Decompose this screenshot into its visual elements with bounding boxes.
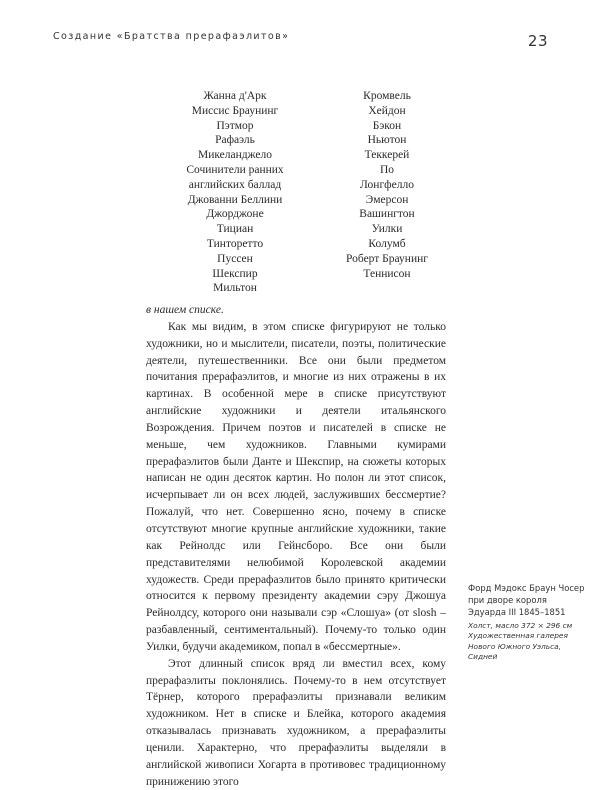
list-item: Жанна д'Арк xyxy=(203,90,267,102)
list-item: Тициан xyxy=(216,223,254,236)
list-item: Шекспир xyxy=(212,267,258,280)
list-item: Лонгфелло xyxy=(360,178,414,191)
list-item: Джорджоне xyxy=(206,208,264,221)
paragraph: Этот длинный список вряд ли вместил всех, кому прерафаэлиты поклонялись. Почему-то в нем отсутствует Тёрнер, которого прерафаэлиты признавали великим художником. Нет в списке и Блейка, которого академия отказывалась признавать художником, а прерафаэлиты ценили. Характерно, что прерафаэлиты выделяли в английской живописи Хогарта в противовес традиционному принижению этого xyxy=(146,657,446,788)
list-item: Миссис Браунинг xyxy=(191,104,279,117)
list-item: Микеланджело xyxy=(197,149,273,162)
names-list-right xyxy=(318,89,456,281)
list-item: По xyxy=(379,163,395,176)
list-item: Ньютон xyxy=(367,134,407,147)
caption-title: Форд Мэдокс Браун Чосер при дворе короля Эдуарда III 1845–1851 xyxy=(468,583,585,618)
list-item: Кромвель xyxy=(363,90,411,102)
list-item: Уилки xyxy=(371,223,403,236)
artwork-caption xyxy=(468,582,586,663)
list-item: Хейдон xyxy=(368,104,406,117)
page-number: 23 xyxy=(527,32,548,50)
body-text xyxy=(146,302,446,790)
list-item: Пуссен xyxy=(217,252,253,265)
list-item: Колумб xyxy=(368,237,406,250)
list-item: Сочинители ранних xyxy=(186,163,284,176)
list-item: Роберт Браунинг xyxy=(346,252,428,265)
list-item: английских баллад xyxy=(188,178,282,191)
list-item: Тинторетто xyxy=(206,237,264,250)
list-item: Бэкон xyxy=(372,119,402,132)
list-item: Теннисон xyxy=(363,267,411,280)
paragraph: Как мы видим, в этом списке фигурируют не только художники, но и мыслители, писатели, поэты, политические деятели, путешественники. Все они были предметом почитания прерафаэлитов, и многие из них отражены в их картинах. В особенной мере в списке присутствуют английские художники и деятели итальянского Возрождения. Причем поэтов и писателей в списке не меньше, чем художников. Главными кумирами прерафаэлитов были Данте и Шекспир, на сюжеты которых написан не один десяток картин. Но полон ли этот список, исчерпывает ли он всех людей, заслуживших бессмертие? Пожалуй, что нет. Совершенно ясно, почему в списке отсутствуют многие крупные английские художники, такие как Рейнолдс или Гейнсборо. Все они были представителями нелюбимой Королевской академии художеств. Среди прерафаэлитов было принято критически относится к первому президенту академии сэру Джошуа Рейнолдсу, которого они называли сэр «Слошуа» (от slosh – разбавленный, сентиментальный). Почему-то только один Уилки, будучи академиком, попал в «бессмертные». xyxy=(146,320,446,653)
list-item: Эмерсон xyxy=(365,193,409,206)
list-item: Вашингтон xyxy=(359,208,415,221)
running-title: Создание «Братства прерафаэлитов» xyxy=(53,31,290,42)
list-item: Пэтмор xyxy=(216,119,254,132)
lead-fragment: в нашем списке. xyxy=(146,304,224,316)
list-item: Теккерей xyxy=(364,149,410,162)
caption-details: Холст, масло 372 × 296 см Художественная галерея Нового Южного Уэльса, Сидней xyxy=(468,620,573,662)
list-item: Джованни Беллини xyxy=(187,193,283,206)
names-list-left xyxy=(160,89,310,296)
list-item: Рафаэль xyxy=(215,134,255,147)
list-item: Мильтон xyxy=(213,282,257,295)
